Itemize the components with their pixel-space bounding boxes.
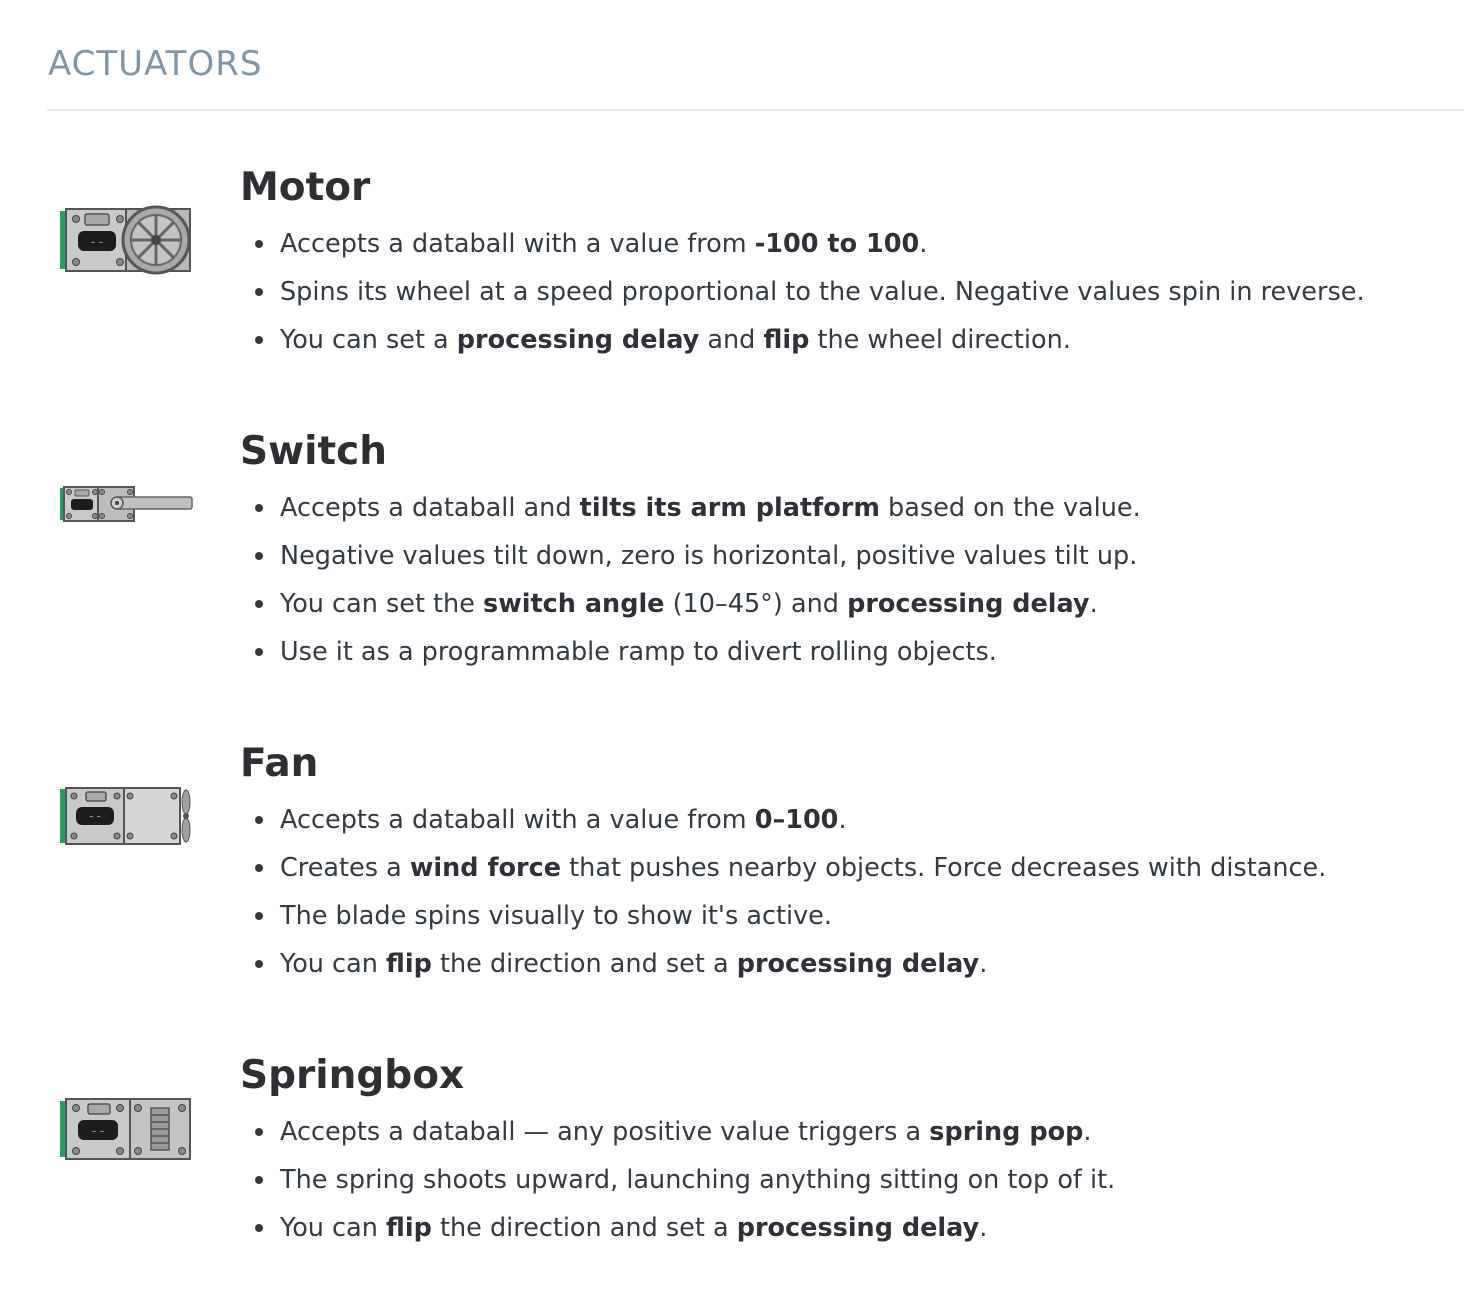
bullet-item — [280, 532, 1141, 580]
section-divider — [47, 109, 1464, 111]
bullet-emphasis: processing delay — [456, 325, 700, 355]
actuator-bullets — [280, 1108, 1115, 1252]
bullet-text: Accepts a databall and — [280, 493, 580, 523]
bullet-emphasis: -100 to 100 — [754, 229, 920, 259]
bullet-text: based on the value. — [879, 493, 1141, 523]
bullet-text: The spring shoots upward, launching anything sitting on top of it. — [280, 1165, 1116, 1195]
bullet-item — [280, 268, 1365, 316]
bullet-text: You can — [280, 1213, 386, 1243]
bullet-emphasis: wind force — [409, 853, 562, 883]
actuator-bullets — [280, 220, 1365, 364]
bullet-item — [280, 484, 1141, 532]
switch-icon — [58, 485, 194, 523]
bullet-text: You can set a — [280, 325, 457, 355]
bullet-text: . — [838, 805, 847, 835]
bullet-emphasis: processing delay — [736, 1213, 980, 1243]
bullet-emphasis: switch angle — [483, 589, 665, 619]
actuator-title: Motor — [240, 165, 371, 210]
bullet-item — [280, 940, 1326, 988]
bullet-text: Accepts a databall with a value from — [280, 805, 755, 835]
bullet-item — [280, 628, 1141, 676]
bullet-item — [280, 220, 1365, 268]
actuator-bullets — [280, 796, 1326, 988]
bullet-item — [280, 892, 1326, 940]
bullet-text: You can — [280, 949, 386, 979]
bullet-text: . — [979, 1213, 988, 1243]
bullet-emphasis: 0–100 — [754, 805, 839, 835]
bullet-text: and — [699, 325, 764, 355]
bullet-item — [280, 844, 1326, 892]
springbox-icon — [58, 1096, 194, 1162]
actuator-bullets — [280, 484, 1141, 676]
bullet-text: Accepts a databall — any positive value triggers a — [280, 1117, 930, 1147]
bullet-item — [280, 1156, 1115, 1204]
bullet-text: Spins its wheel at a speed proportional to the value. Negative values spin in reverse. — [280, 277, 1365, 307]
bullet-text: The blade spins visually to show it's active. — [280, 901, 832, 931]
display-readout: -- — [89, 235, 105, 250]
display-readout: -- — [87, 809, 103, 823]
motor-icon — [58, 204, 194, 276]
bullet-emphasis: spring pop — [929, 1117, 1084, 1147]
bullet-text: . — [919, 229, 928, 259]
bullet-text: that pushes nearby objects. Force decreases with distance. — [561, 853, 1327, 883]
actuator-title: Switch — [240, 429, 388, 474]
bullet-emphasis: tilts its arm platform — [579, 493, 880, 523]
bullet-text: Negative values tilt down, zero is horizontal, positive values tilt up. — [280, 541, 1138, 571]
bullet-item — [280, 796, 1326, 844]
bullet-emphasis: flip — [385, 1213, 432, 1243]
bullet-emphasis: flip — [763, 325, 810, 355]
bullet-item — [280, 1108, 1115, 1156]
actuator-title: Fan — [240, 741, 319, 786]
fan-icon — [58, 785, 194, 847]
bullet-emphasis: processing delay — [847, 589, 1090, 619]
section-title: ACTUATORS — [48, 44, 263, 84]
bullet-emphasis: flip — [385, 949, 432, 979]
bullet-text: the direction and set a — [431, 1213, 737, 1243]
bullet-text: . — [1089, 589, 1098, 619]
bullet-text: . — [979, 949, 988, 979]
bullet-text: You can set the — [280, 589, 484, 619]
bullet-text: the direction and set a — [431, 949, 737, 979]
bullet-text: Use it as a programmable ramp to divert rolling objects. — [280, 637, 997, 667]
bullet-text: . — [1083, 1117, 1092, 1147]
bullet-text: the wheel direction. — [809, 325, 1071, 355]
display-readout: -- — [90, 1124, 106, 1139]
bullet-text: Creates a — [280, 853, 410, 883]
bullet-emphasis: processing delay — [736, 949, 980, 979]
bullet-item — [280, 1204, 1115, 1252]
bullet-text: Accepts a databall with a value from — [280, 229, 755, 259]
actuator-title: Springbox — [240, 1053, 465, 1098]
bullet-text: (10–45°) and — [664, 589, 848, 619]
bullet-item — [280, 580, 1141, 628]
bullet-item — [280, 316, 1365, 364]
